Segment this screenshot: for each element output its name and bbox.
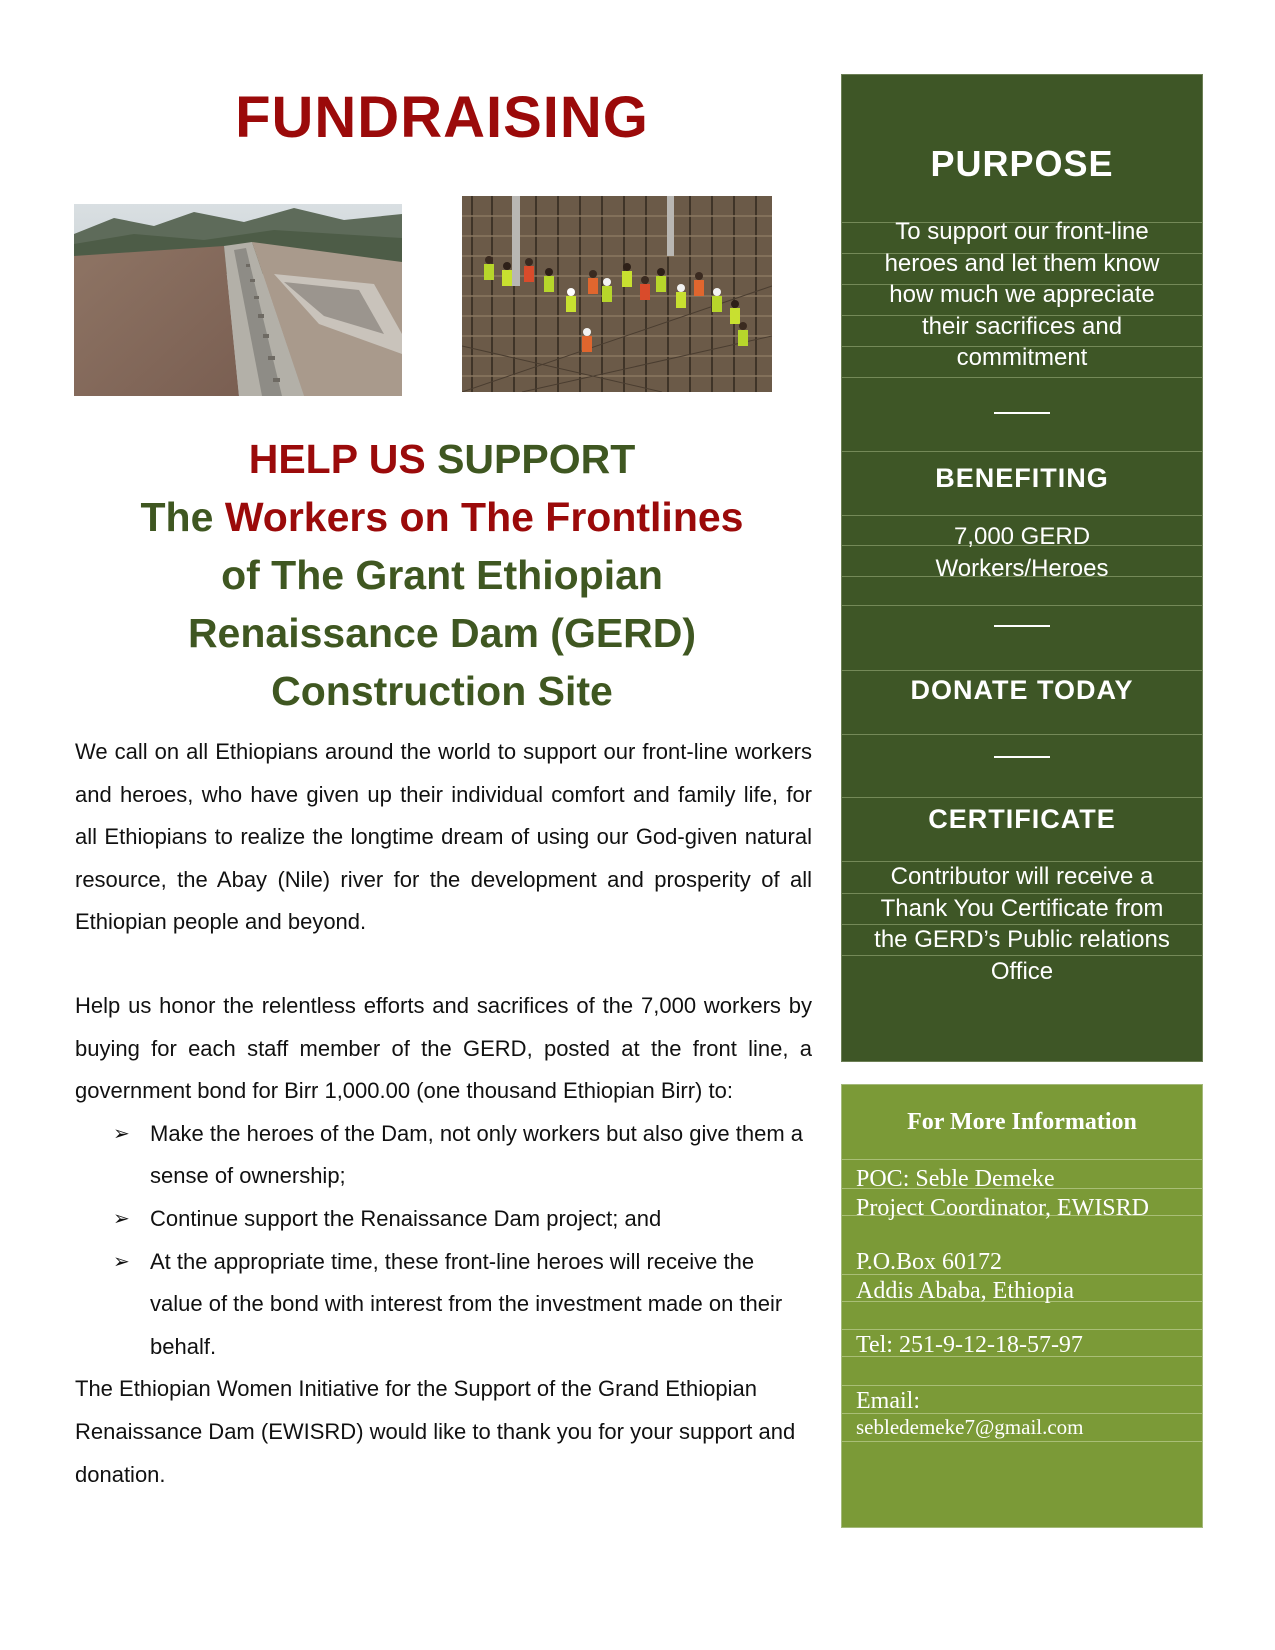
headline-line3: of The Grant Ethiopian [221,552,663,598]
headline-the: The [140,494,214,540]
bullet-text: Make the heroes of the Dam, not only workers but also give them a sense of ownership; [150,1120,803,1189]
divider [994,756,1050,758]
headline-help-us: HELP US [248,436,426,482]
body-text [75,731,812,944]
certificate-heading: CERTIFICATE [928,804,1116,834]
bullet-text: At the appropriate time, these front-line heroes will receive the value of the bond with interest from the investment made on their behalf. [150,1248,783,1359]
closing-paragraph: The Ethiopian Women Initiative for the Support of the Grand Ethiopian Renaissance Dam (EWISRD) would like to thank you for your support and donation. [75,1376,796,1487]
arrow-bullet-icon: ➢ [113,1122,130,1145]
benefiting-group: Workers/Heroes [935,554,1109,582]
arrow-bullet-icon: ➢ [113,1250,130,1273]
list-item [75,1198,812,1241]
contact-address [856,1248,1194,1306]
divider [994,625,1050,627]
contact-heading: For More Information [907,1109,1137,1135]
paragraph-call-to-action: We call on all Ethiopians around the world to support our front-line workers and heroes, who have given up their individual comfort and family life, for all Ethiopians to realize the longtime dream of using our God-given natural resource, the Abay (Nile) river for the development and prosperity of all Ethiopian people and beyond. [75,739,812,935]
benefiting-count: 7,000 GERD [953,523,1091,550]
certificate-text: Contributor will receive a Thank You Certificate from the GERD’s Public relations Office [874,863,1170,985]
sidebar-info-panel [841,74,1203,1062]
workers-photo [462,196,772,392]
poc-role: Project Coordinator, EWISRD [856,1195,1149,1221]
bullet-text: Continue support the Renaissance Dam project; and [150,1205,662,1231]
contact-poc [856,1165,1194,1223]
donate-heading: DONATE TODAY [910,675,1134,705]
po-box: P.O.Box 60172 [856,1249,1003,1275]
page-title: FUNDRAISING [235,85,649,150]
arrow-bullet-icon: ➢ [113,1207,130,1230]
email-link[interactable]: sebledemeke7@gmail.com [856,1415,1084,1439]
contact-tel: Tel: 251-9-12-18-57-97 [856,1332,1083,1358]
benefiting-text [872,521,1172,584]
headline-line5: Construction Site [271,668,613,714]
city: Addis Ababa, Ethiopia [856,1278,1074,1304]
purpose-heading: PURPOSE [930,143,1114,184]
email-label: Email: [856,1388,920,1414]
dam-photo [74,204,402,396]
poc-name: POC: Seble Demeke [856,1166,1055,1192]
headline [72,430,812,720]
headline-workers: Workers on The Frontlines [224,494,744,540]
headline-line4: Renaissance Dam (GERD) [187,610,697,656]
headline-support: SUPPORT [437,436,636,482]
body-text-2 [75,985,812,1496]
purpose-text: To support our front-line heroes and let them know how much we appreciate their sacrifices and commitment [884,218,1160,371]
divider [994,412,1050,414]
benefiting-heading: BENEFITING [935,463,1109,493]
bullet-list [75,1113,812,1369]
paragraph-bond: Help us honor the relentless efforts and sacrifices of the 7,000 workers by buying for each staff member of the GERD, posted at the front line, a government bond for Birr 1,000.00 (one thousand Ethiopian Birr) to: [75,993,812,1104]
list-item [75,1113,812,1198]
list-item [75,1241,812,1369]
contact-panel [841,1084,1203,1528]
